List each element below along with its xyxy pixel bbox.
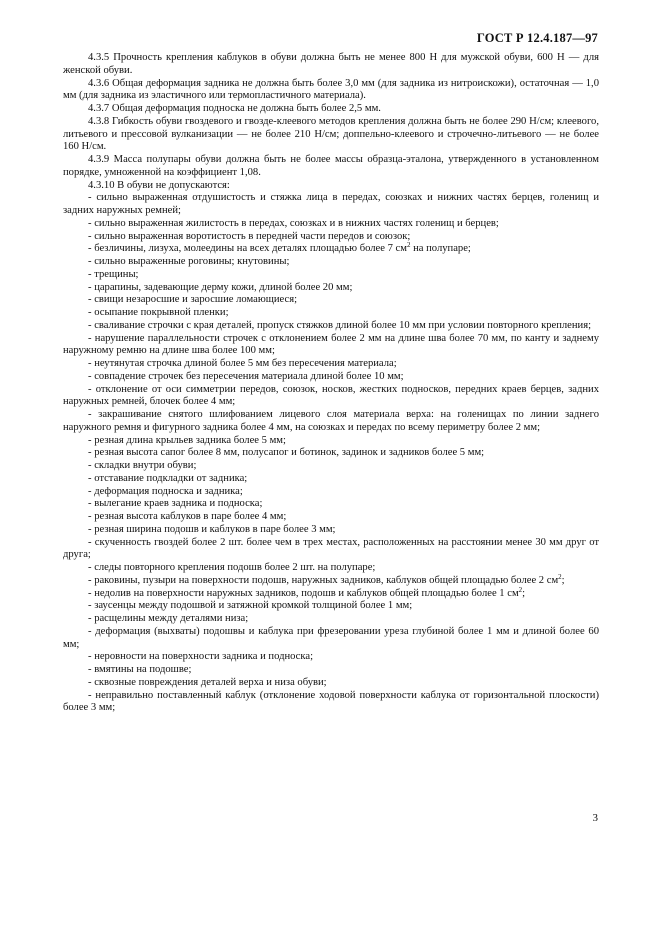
list-item (63, 192, 599, 218)
list-item-tail: на полупаре; (410, 243, 471, 255)
list-dash: - (88, 434, 92, 446)
page-number: 3 (592, 812, 598, 824)
list-item (63, 511, 599, 524)
list-dash: - (88, 268, 92, 280)
list-item-text: скученность гвоздей более 2 шт. более чем в трех местах, расположенных на расстоянии менее 30 мм друг от друга; (63, 536, 599, 561)
list-item (63, 269, 599, 282)
list-item (63, 690, 599, 716)
list-item (63, 243, 599, 256)
list-item (63, 677, 599, 690)
list-item-text: неутянутая строчка длиной более 5 мм без пересечения материала; (94, 358, 397, 369)
list-item (63, 256, 599, 269)
list-item-text: неправильно поставленный каблук (отклонение ходовой поверхности каблука от горизонтальной плоскости) более 3 мм; (63, 689, 599, 714)
list-item-text: сильно выраженная воротистость в передней части передов и союзок; (94, 230, 411, 242)
superscript: 2 (406, 241, 411, 250)
list-item (63, 562, 599, 575)
list-item-text: царапины, задевающие дерму кожи, длиной более 20 мм; (94, 281, 353, 293)
paragraph-4-3-7: 4.3.7 Общая деформация подноска не должна быть более 2,5 мм. (88, 103, 381, 114)
list-item (63, 537, 599, 563)
list-item-text: сильно выраженная отдушистость и стяжка лица в передах, союзках и нижних частях берцев, голенищ и задних наружных ремней; (63, 192, 599, 216)
list-item-text: складки внутри обуви; (94, 460, 197, 471)
list-dash: - (88, 562, 92, 573)
list-item-text: сильно выраженные роговины; кнутовины; (94, 256, 290, 267)
list-item-text: сильно выраженная жилистость в передах, союзках и в нижних частях голенищ и берцев; (94, 217, 499, 229)
list-item (63, 320, 599, 333)
list-item (63, 409, 599, 435)
list-item-text: безличины, лизуха, молеедины на всех деталях площадью более 7 см (94, 243, 407, 255)
list-dash: - (88, 192, 92, 204)
list-item (63, 486, 599, 499)
list-item (63, 447, 599, 460)
list-dash: - (88, 613, 92, 624)
list-item-text: сквозные повреждения деталей верха и низа обуви; (94, 676, 327, 688)
list-dash: - (88, 625, 92, 637)
document-body (63, 52, 599, 715)
paragraph-4-3-9: 4.3.9 Масса полупары обуви должна быть не более массы образца-эталона, утвержденного в установленном порядке, умноженной на коэффициент 1,08. (63, 154, 599, 178)
list-item (63, 600, 599, 613)
list-item-text: резная длина крыльев задника более 5 мм; (94, 434, 286, 446)
list-dash: - (88, 600, 92, 612)
list-dash: - (88, 498, 92, 510)
list-item (63, 473, 599, 486)
list-item-text: свищи незаросшие и заросшие ломающиеся; (94, 294, 298, 306)
list-dash: - (88, 574, 92, 586)
paragraph-4-3-5: 4.3.5 Прочность крепления каблуков в обуви должна быть не менее 800 Н для мужской обуви, 600 Н — для женской обуви. (63, 52, 599, 76)
list-dash: - (88, 319, 92, 331)
list-item (63, 282, 599, 295)
list-item-text: деформация (выхваты) подошвы и каблука при фрезеровании уреза глубиной более 1 мм и длиной более 60 мм; (63, 625, 599, 650)
list-dash: - (88, 651, 92, 663)
list-dash: - (88, 358, 92, 369)
paragraph-4-3-6: 4.3.6 Общая деформация задника не должна быть более 3,0 мм (для задника из нитроискожи), остаточная — 1,0 мм (для задника из эластичного или термопластичного материала). (63, 77, 599, 102)
list-item (63, 307, 599, 320)
list-item-text: резная высота каблуков в паре более 4 мм; (94, 511, 287, 522)
list-dash: - (88, 383, 92, 395)
list-item-text: заусенцы между подошвой и затяжной кромкой толщиной более 1 мм; (94, 600, 413, 612)
list-item-text: деформация подноска и задника; (94, 485, 243, 497)
list-item-text: следы повторного крепления подошв более 2 шт. на полупаре; (94, 562, 376, 573)
list-dash: - (88, 472, 92, 484)
list-item-text: недолив на поверхности наружных задников, подошв и каблуков общей площадью более 1 см (94, 587, 519, 599)
list-item-text: резная высота сапог более 8 мм, полусапог и ботинок, задинок и задников более 5 мм; (94, 447, 485, 459)
superscript: 2 (558, 572, 562, 581)
list-dash: - (88, 523, 92, 535)
list-dash: - (88, 256, 92, 267)
list-dash: - (88, 511, 92, 522)
list-item (63, 435, 599, 448)
list-dash: - (88, 217, 92, 229)
list-item-text: совпадение строчек без пересечения материала длиной более 10 мм; (94, 370, 404, 382)
list-item-text: раковины, пузыри на поверхности подошв, наружных задников, каблуков общей площадью более 2 см (94, 574, 559, 586)
list-dash: - (88, 664, 92, 675)
list-item (63, 371, 599, 384)
list-item (63, 460, 599, 473)
list-dash: - (88, 676, 92, 688)
list-item (63, 524, 599, 537)
list-dash: - (88, 689, 92, 701)
list-item (63, 498, 599, 511)
list-dash: - (88, 230, 92, 242)
list-dash: - (88, 409, 92, 420)
list-item-text: нарушение параллельности строчек с отклонением более 2 мм на длине шва более 70 мм, по канту и заднему наружному ремню на длине шва более 100 мм; (63, 332, 599, 357)
list-item-text: закрашивание снятого шлифованием лицевого слоя материала верха: на голенищах по линии заднего наружного ремня и фигурного задника более 4 мм, на союзках и передах по всему периметру более 2 мм; (63, 409, 599, 433)
list-item-text: вмятины на подошве; (94, 664, 192, 675)
list-dash: - (88, 243, 92, 255)
list-item-tail: ; (561, 574, 565, 586)
list-item (63, 626, 599, 652)
list-dash: - (88, 587, 92, 599)
paragraph-4-3-8: 4.3.8 Гибкость обуви гвоздевого и гвозде-клеевого методов крепления должна быть не более 290 Н/см; клеевого, литьевого и прессовой вулканизации — не более 210 Н/см; доппельно-клеевого и строчечно-литьевого — не более 160 Н/см. (63, 115, 599, 153)
list-item-text: отставание подкладки от задника; (94, 472, 248, 484)
list-item (63, 231, 599, 244)
list-item-text: вылегание краев задника и подноска; (94, 498, 263, 510)
list-item-text: расщелины между деталями низа; (94, 613, 249, 624)
list-item (63, 333, 599, 359)
list-item-text: отклонение от оси симметрии передов, союзок, носков, жестких подносков, передних краев берцев, задних наружных ремней, блочек более 4 мм; (63, 383, 599, 408)
list-item-text: сваливание строчки с края деталей, пропуск стяжков длиной более 10 мм при условии повторного крепления; (94, 319, 592, 331)
defect-list (63, 192, 599, 715)
list-item (63, 613, 599, 626)
list-dash: - (88, 460, 92, 471)
list-item (63, 294, 599, 307)
paragraph-4-3-10: 4.3.10 В обуви не допускаются: (88, 179, 230, 191)
list-dash: - (88, 307, 92, 318)
list-item-text: трещины; (94, 268, 139, 280)
list-item (63, 651, 599, 664)
standard-header: ГОСТ Р 12.4.187—97 (476, 31, 598, 45)
list-item-text: осыпание покрывной пленки; (94, 307, 229, 318)
list-dash: - (88, 447, 92, 459)
superscript: 2 (518, 585, 523, 594)
list-item-text: неровности на поверхности задника и подноска; (94, 651, 314, 663)
list-dash: - (88, 332, 92, 344)
list-item (63, 218, 599, 231)
list-dash: - (88, 281, 92, 293)
list-dash: - (88, 536, 92, 548)
list-item (63, 384, 599, 410)
list-item-text: резная ширина подошв и каблуков в паре более 3 мм; (94, 523, 336, 535)
list-item-tail: ; (522, 587, 526, 599)
list-item (63, 358, 599, 371)
list-item (63, 585, 599, 601)
list-dash: - (88, 485, 92, 497)
list-dash: - (88, 294, 92, 306)
list-dash: - (88, 370, 92, 382)
list-item (63, 664, 599, 677)
